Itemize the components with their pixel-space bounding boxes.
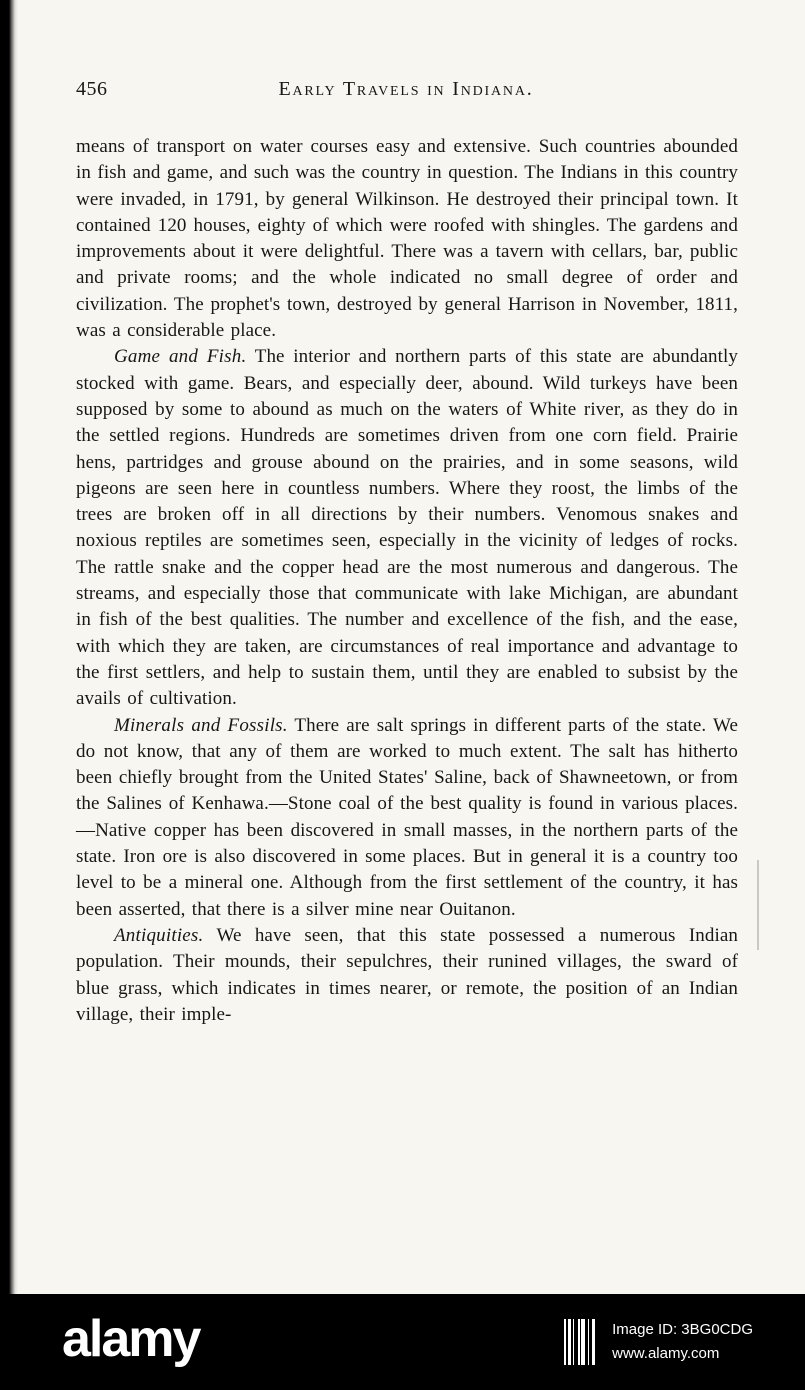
paragraph-lead: Game and Fish.: [114, 346, 247, 368]
image-id-text: Image ID: 3BG0CDG: [612, 1321, 753, 1338]
watermark-bar: [0, 1294, 805, 1390]
paragraph: Game and Fish. The interior and northern parts of this state are abundantly stocked with game. Bears, and especially deer, abound. Wild turkeys have been supposed by some to abound as much on the waters of White river, as they do in the settled regions. Hundreds are sometimes driven from one corn field. Prairie hens, partridges and grouse abound on the prairies, and in some seasons, wild pigeons are seen here in countless numbers. Where they roost, the limbs of the trees are broken off in all directions by their numbers. Venomous snakes and noxious reptiles are sometimes seen, especially in the vicinity of ledges of rocks. The rattle snake and the copper head are the most numerous and dangerous. The streams, and especially those that communicate with lake Michigan, are abundant in fish of the best qualities. The number and excellence of the fish, and the ease, with which they are taken, are circumstances of real importance and advantage to the first settlers, and help to sustain them, until they are enabled to subsist by the avails of cultivation.: [76, 346, 738, 710]
paragraph-lead: Antiquities.: [114, 924, 204, 946]
page-body: [76, 134, 738, 1028]
page-header: [0, 78, 805, 108]
running-header: Early Travels in Indiana.: [278, 78, 534, 100]
alamy-logo: alamy: [62, 1310, 200, 1368]
barcode-icon: [564, 1319, 598, 1365]
page-number: 456: [76, 78, 108, 100]
paragraph-lead: Minerals and Fossils.: [114, 714, 288, 736]
alamy-url-text: www.alamy.com: [612, 1345, 720, 1362]
binding-edge-shadow: [0, 0, 18, 1390]
watermark-meta: [612, 1318, 753, 1366]
paragraph: Minerals and Fossils. There are salt springs in different parts of the state. We do not know, that any of them are worked to much extent. The salt has hitherto been chiefly brought from the United States' Saline, back of Shawneetown, or from the Salines of Kenhawa.—Stone coal of the best quality is found in various places.—Native copper has been discovered in small masses, in the northern parts of the state. Iron ore is also discovered in some places. But in general it is a country too level to be a mineral one. Although from the first settlement of the country, it has been asserted, that there is a silver mine near Ouitanon.: [76, 714, 738, 920]
paragraph: means of transport on water courses easy and extensive. Such countries abounded in fish and game, and such was the country in question. The Indians in this country were invaded, in 1791, by general Wilkinson. He destroyed their principal town. It contained 120 houses, eighty of which were roofed with shingles. The gardens and improvements about it were delightful. There was a tavern with cellars, bar, public and private rooms; and the whole indicated no small degree of order and civilization. The prophet's town, destroyed by general Harrison in November, 1811, was a considerable place.: [76, 136, 738, 342]
paragraph: Antiquities. We have seen, that this state possessed a numerous Indian population. Their mounds, their sepulchres, their runined villages, the sward of blue grass, which indicates in times nearer, or remote, the position of an Indian village, their imple-: [76, 924, 738, 1025]
watermark-right: [564, 1318, 753, 1366]
